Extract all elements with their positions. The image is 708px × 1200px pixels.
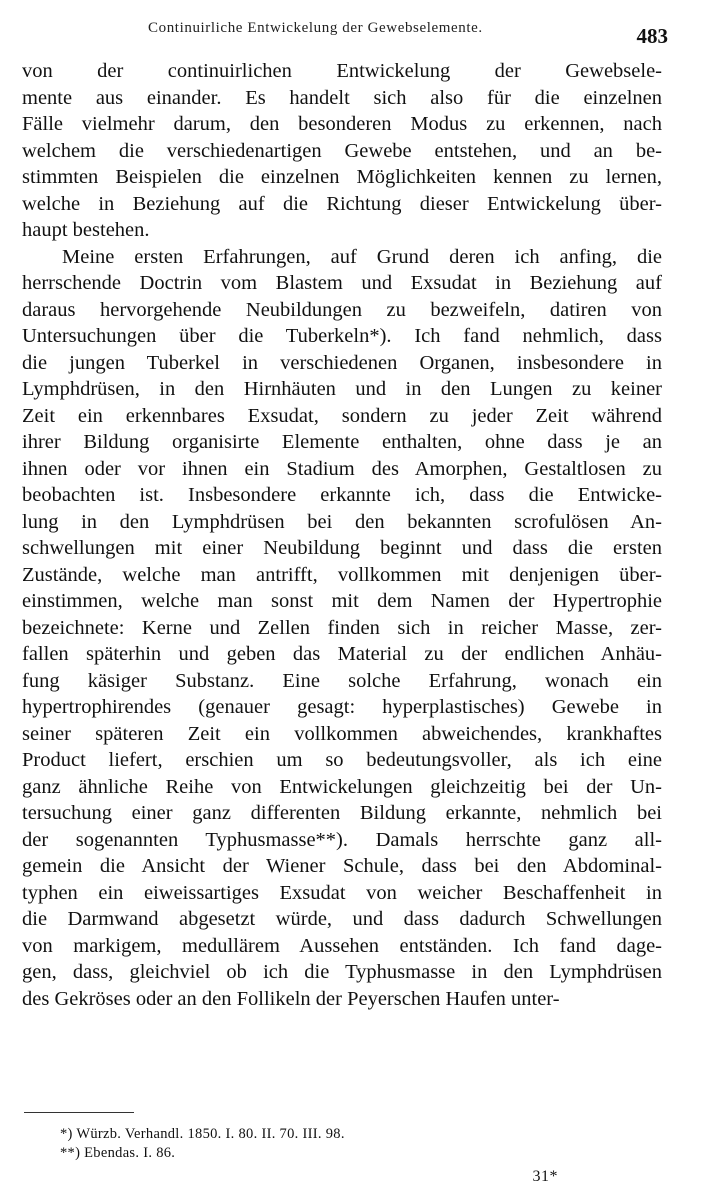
text-line: herrschende Doctrin vom Blastem und Exsudat in Beziehung auf [22,272,662,294]
text-line: von markigem, medullärem Aussehen entständen. Ich fand dage- [22,934,662,957]
text-line: haupt bestehen. [22,219,150,241]
text-line: mente aus einander. Es handelt sich also für die einzelnen [22,86,662,109]
text-line: Meine ersten Erfahrungen, auf Grund deren ich anfing, die [62,245,662,268]
text-line: einstimmen, welche man sonst mit dem Namen der Hypertrophie [22,590,662,612]
text-line: welche in Beziehung auf die Richtung dieser Entwickelung über- [22,192,662,215]
text-line: der sogenannten Typhusmasse**). Damals herrschte ganz all- [22,828,662,851]
footnote-divider [24,1112,134,1113]
text-line: ganz ähnliche Reihe von Entwickelungen gleichzeitig bei der Un- [22,775,662,798]
text-line: Product liefert, erschien um so bedeutungsvoller, als ich eine [22,749,662,771]
footnote-2: **) Ebendas. I. 86. [60,1145,176,1161]
text-line: beobachten ist. Insbesondere erkannte ich, dass die Entwicke- [22,484,662,506]
text-line: fallen späterhin und geben das Material zu der endlichen Anhäu- [22,643,662,665]
text-line: lung in den Lymphdrüsen bei den bekannten scrofulösen An- [22,510,662,533]
text-line: ihnen oder vor ihnen ein Stadium des Amorphen, Gestaltlosen zu [22,457,662,480]
signature-mark: 31* [532,1168,558,1185]
text-line: Fälle vielmehr darum, den besonderen Modus zu erkennen, nach [22,113,662,135]
text-line: von der continuirlichen Entwickelung der Gewebsele- [22,60,662,82]
text-line: daraus hervorgehende Neubildungen zu bezweifeln, datiren von [22,298,662,321]
footnotes [60,1125,660,1163]
text-line: die Darmwand abgesetzt würde, und dass dadurch Schwellungen [22,908,662,930]
text-line: gemein die Ansicht der Wiener Schule, dass bei den Abdominal- [22,855,662,877]
text-line: die jungen Tuberkel in verschiedenen Organen, insbesondere in [22,351,662,374]
footnote-1: *) Würzb. Verhandl. 1850. I. 80. II. 70. III. 98. [60,1126,345,1142]
paragraph [22,244,662,1013]
text-line: typhen ein eiweissartiges Exsudat von weicher Beschaffenheit in [22,881,662,904]
text-line: Zeit ein erkennbares Exsudat, sondern zu jeder Zeit während [22,404,662,427]
body-text [22,58,662,1012]
text-line: schwellungen mit einer Neubildung beginnt und dass die ersten [22,537,662,559]
text-line: stimmten Beispielen die einzelnen Möglichkeiten kennen zu lernen, [22,166,662,188]
text-line: welchem die verschiedenartigen Gewebe entstehen, und an be- [22,139,662,162]
text-line: Lymphdrüsen, in den Hirnhäuten und in den Lungen zu keiner [22,378,662,400]
text-line: gen, dass, gleichviel ob ich die Typhusmasse in den Lymphdrüsen [22,961,662,983]
page-number: 483 [636,24,668,48]
text-line: Zustände, welche man antrifft, vollkommen mit denjenigen über- [22,563,662,586]
paragraph [22,58,662,244]
text-line: bezeichnete: Kerne und Zellen finden sich in reicher Masse, zer- [22,616,662,639]
text-line: hypertrophirendes (genauer gesagt: hyperplastisches) Gewebe in [22,696,662,718]
text-line: tersuchung einer ganz differenten Bildung erkannte, nehmlich bei [22,802,662,824]
running-head: Continuirliche Entwickelung der Gewebselemente. [148,20,483,36]
text-line: Untersuchungen über die Tuberkeln*). Ich fand nehmlich, dass [22,325,662,347]
page-header [0,14,708,48]
text-line: fung käsiger Substanz. Eine solche Erfahrung, wonach ein [22,669,662,692]
text-line: seiner späteren Zeit ein vollkommen abweichendes, krankhaftes [22,722,662,745]
text-line: des Gekröses oder an den Follikeln der Peyerschen Haufen unter- [22,987,560,1010]
text-line: ihrer Bildung organisirte Elemente enthalten, ohne dass je an [22,431,662,453]
